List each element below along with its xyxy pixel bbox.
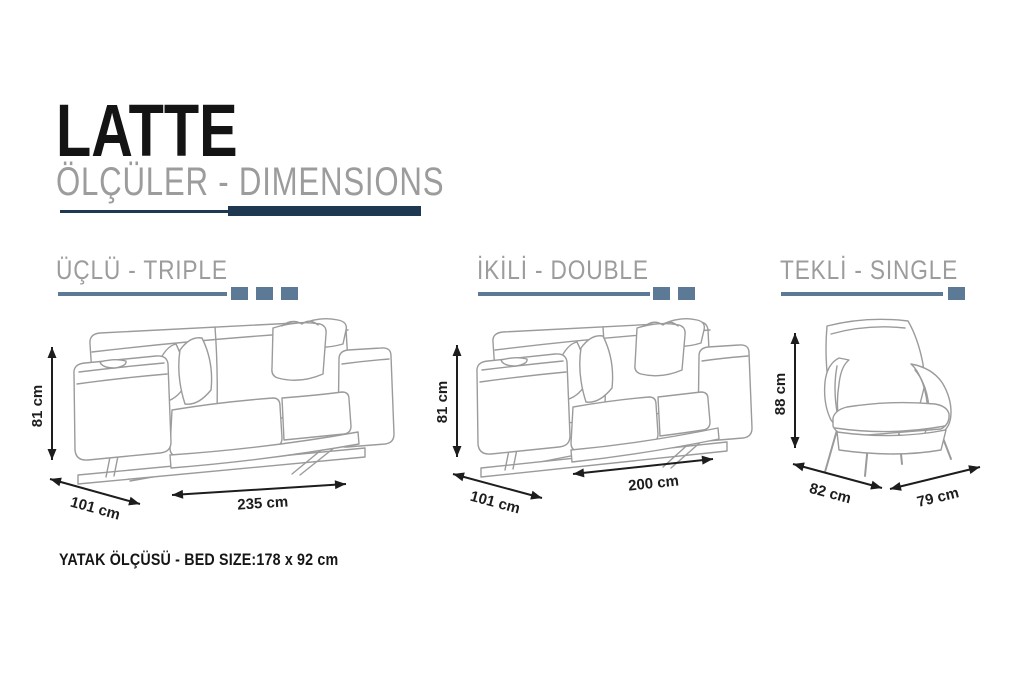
seat-unit-square	[256, 287, 273, 300]
seat-count-squares-triple	[231, 287, 298, 300]
page-subtitle-text: ÖLÇÜLER - DIMENSIONS	[56, 160, 445, 204]
seat-unit-square	[653, 287, 670, 300]
page-title	[56, 89, 289, 172]
page-subtitle	[56, 160, 554, 204]
section-label-double-text: İKİLİ - DOUBLE	[477, 255, 649, 285]
armchair-seat	[833, 403, 949, 454]
section-label-double	[477, 256, 682, 286]
bed-size-note	[59, 550, 392, 570]
single-height-arrow	[772, 333, 800, 448]
single-width-arrow	[889, 463, 981, 511]
header-rule-thick	[228, 206, 421, 216]
double-depth-label: 101 cm	[468, 487, 522, 518]
triple-sofa-drawing	[30, 312, 420, 542]
triple-width-arrow	[172, 480, 347, 514]
single-armchair-drawing	[772, 312, 1000, 542]
triple-depth-label: 101 cm	[68, 493, 122, 524]
triple-width-label: 235 cm	[236, 493, 289, 514]
section-label-triple	[56, 256, 261, 286]
section-underline-single	[781, 292, 943, 296]
double-width-label: 200 cm	[627, 472, 680, 495]
double-height-label: 81 cm	[434, 380, 451, 424]
triple-sofa-left-arm	[74, 356, 171, 460]
section-label-single-text: TEKLİ - SINGLE	[780, 255, 959, 285]
seat-count-squares-single	[948, 287, 965, 300]
header-rule-thin	[60, 210, 228, 213]
section-underline-triple	[58, 292, 227, 296]
single-width-label: 79 cm	[915, 484, 961, 511]
double-depth-arrow	[452, 470, 543, 518]
single-depth-arrow	[792, 460, 883, 508]
double-sofa-drawing	[435, 312, 770, 542]
seat-unit-square	[948, 287, 965, 300]
seat-unit-square	[678, 287, 695, 300]
seat-unit-square	[231, 287, 248, 300]
section-label-single	[780, 256, 992, 286]
double-sofa-left-arm	[477, 354, 570, 454]
page-title-text: LATTE	[56, 89, 238, 172]
seat-count-squares-double	[653, 287, 695, 300]
section-underline-double	[478, 292, 650, 296]
single-depth-label: 82 cm	[807, 479, 853, 508]
section-label-triple-text: ÜÇLÜ - TRIPLE	[56, 255, 228, 285]
triple-height-arrow	[29, 347, 57, 460]
bed-size-note-text: YATAK ÖLÇÜSÜ - BED SIZE:178 x 92 cm	[59, 550, 339, 569]
triple-height-label: 81 cm	[29, 384, 46, 428]
single-height-label: 88 cm	[772, 372, 789, 416]
seat-unit-square	[281, 287, 298, 300]
double-height-arrow	[434, 345, 462, 457]
